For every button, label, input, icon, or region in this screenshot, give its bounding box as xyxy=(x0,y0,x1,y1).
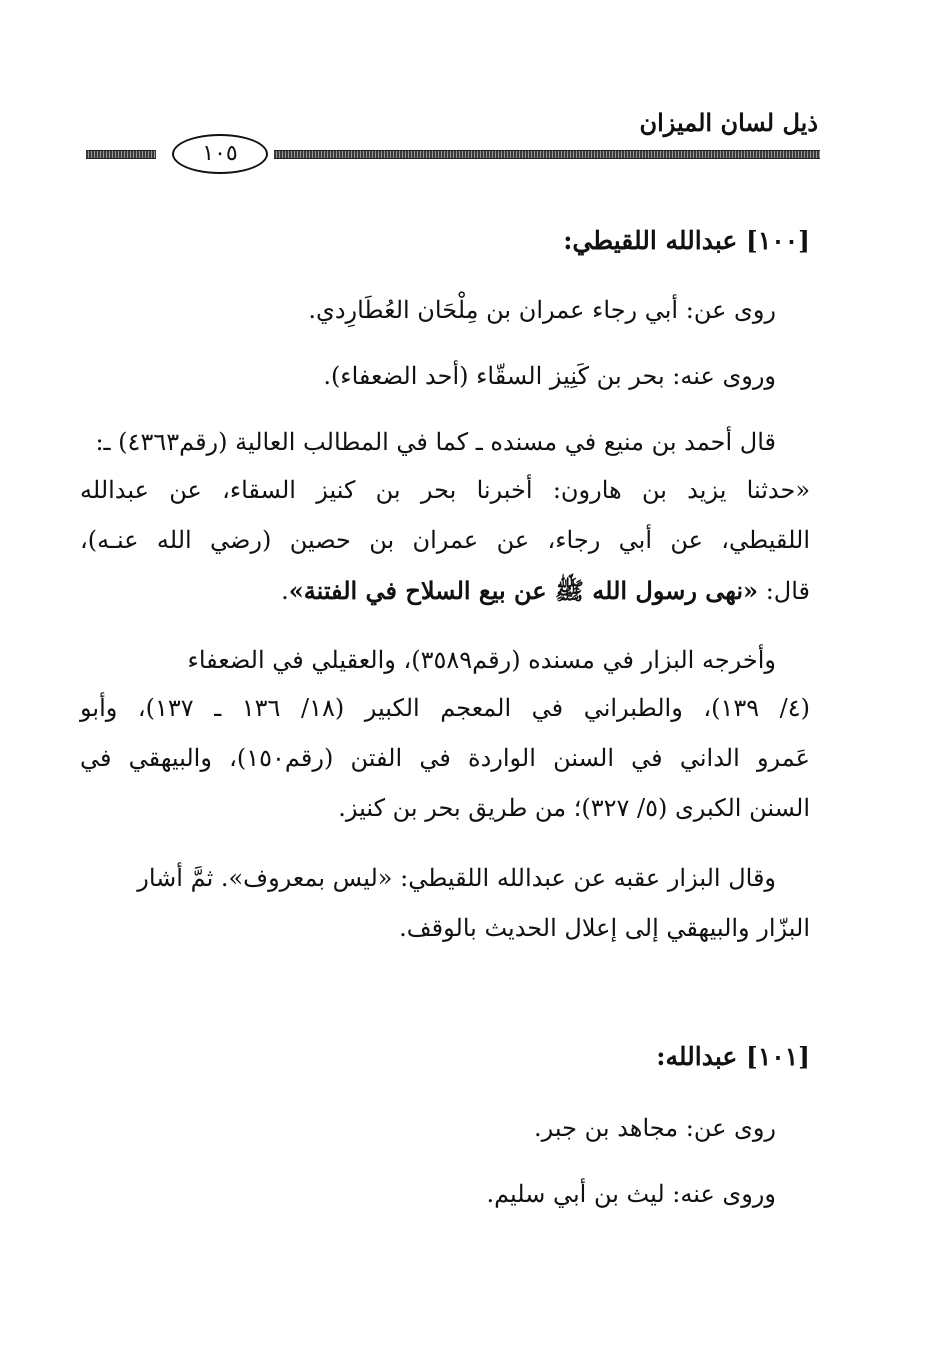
running-header xyxy=(86,100,820,170)
paragraph-line: عَمرو الداني في السنن الواردة في الفتن (رقم١٥٠)، والبيهقي في xyxy=(80,744,810,772)
entry-heading: [١٠٠] عبدالله اللقيطي: xyxy=(563,226,810,255)
paragraph-line: قال أحمد بن منيع في مسنده ـ كما في المطالب العالية (رقم٤٣٦٣) ـ: xyxy=(95,428,776,456)
hadith-quote: «نهى رسول الله ﷺ عن بيع السلاح في الفتنة» xyxy=(288,576,759,605)
narrated-from: روى عن: أبي رجاء عمران بن مِلْحَان العُطَارِدي. xyxy=(308,296,776,324)
paragraph-line: «حدثنا يزيد بن هارون: أخبرنا بحر بن كنيز السقاء، عن عبدالله xyxy=(80,476,810,504)
paragraph-line: (٤/ ١٣٩)، والطبراني في المعجم الكبير (١٨/ ١٣٦ ـ ١٣٧)، وأبو xyxy=(80,694,810,722)
paragraph-line: وأخرجه البزار في مسنده (رقم٣٥٨٩)، والعقيلي في الضعفاء xyxy=(187,646,776,674)
quote-intro: قال: xyxy=(758,577,810,605)
entry-heading: [١٠١] عبدالله: xyxy=(656,1042,810,1071)
entry-100 xyxy=(80,226,810,966)
running-title: ذيل لسان الميزان xyxy=(639,108,818,137)
header-rule-left xyxy=(86,150,156,159)
page-number: ١٠٥ xyxy=(172,134,268,174)
quote-end: . xyxy=(281,577,289,605)
entry-101 xyxy=(80,1042,810,1232)
header-rule-right xyxy=(274,150,820,159)
paragraph-line: اللقيطي، عن أبي رجاء، عن عمران بن حصين (رضي الله عنـه)، xyxy=(80,526,810,554)
narrated-by: وروى عنه: بحر بن كَنِيز السقّاء (أحد الضعفاء). xyxy=(323,362,776,390)
narrated-by: وروى عنه: ليث بن أبي سليم. xyxy=(486,1180,776,1208)
paragraph-line xyxy=(281,576,810,611)
paragraph-line: البزّار والبيهقي إلى إعلال الحديث بالوقف. xyxy=(399,914,810,942)
paragraph-line: وقال البزار عقبه عن عبدالله اللقيطي: «ليس بمعروف». ثمَّ أشار xyxy=(137,864,776,892)
narrated-from: روى عن: مجاهد بن جبر. xyxy=(534,1114,776,1142)
paragraph-line: السنن الكبرى (٥/ ٣٢٧)؛ من طريق بحر بن كنيز. xyxy=(338,794,810,822)
